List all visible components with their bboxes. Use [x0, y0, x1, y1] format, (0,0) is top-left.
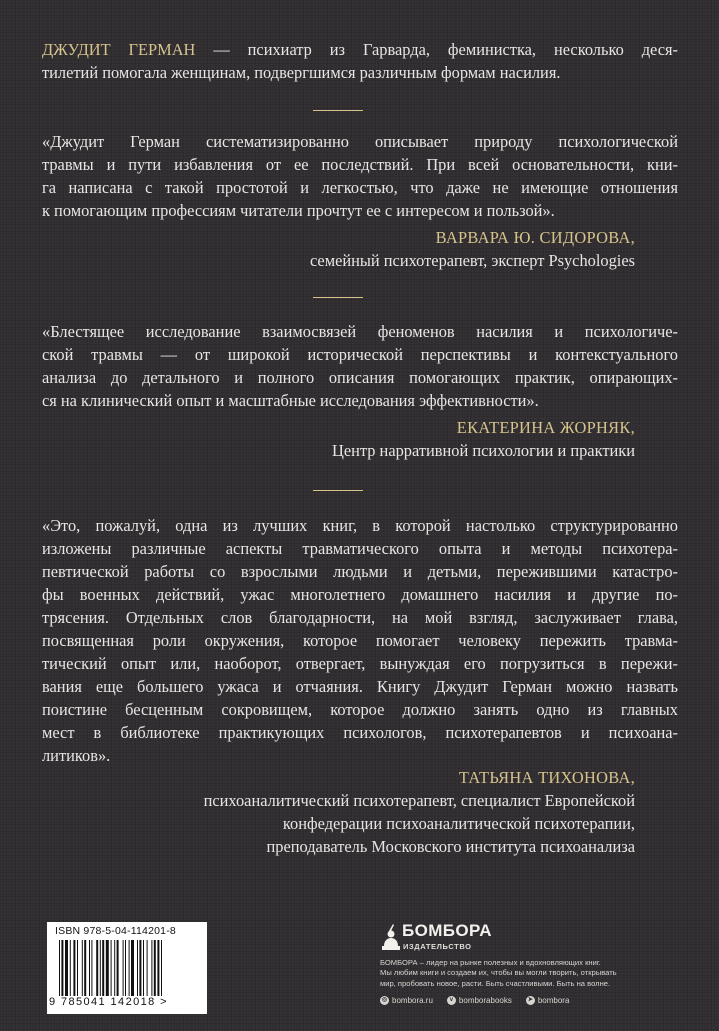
quote-2-author: ЕКАТЕРИНА ЖОРНЯК,: [456, 418, 635, 437]
quote-3-line-2: изложены различные аспекты травматического опыта и методы психотера-: [42, 539, 678, 558]
social-website[interactable]: ◎ bombora.ru: [381, 996, 433, 1005]
quote-3-role-2: конфедерации психоаналитической психотерапии,: [282, 814, 635, 833]
quote-3-line-3: певтической работы со взрослыми людьми и детьми, пережившими катастро-: [42, 562, 678, 581]
quote-1: [42, 130, 678, 222]
isbn-barcode: [47, 922, 207, 1014]
divider-1: [313, 110, 363, 111]
barcode-bars: [59, 940, 199, 1000]
intro-paragraph: [42, 38, 678, 84]
quote-1-line-2: травмы и пути избавления от ее последствий. При всей основательности, кни-: [42, 155, 678, 174]
quote-2-role: Центр нарративной психологии и практики: [332, 441, 635, 460]
quote-3: [42, 514, 678, 767]
intro-line-1: ДЖУДИТ ГЕРМАН — психиатр из Гарварда, феминистка, несколько деся-: [42, 40, 679, 59]
quote-2-signature: [332, 416, 635, 462]
quote-1-line-3: га написана с такой простотой и легкостью, что даже не имеющие отношения: [42, 178, 678, 197]
quote-3-line-9: поистине бесценным сокровищем, которое должно занять одно из главных: [42, 700, 678, 719]
quote-3-role-3: преподаватель Московского института психоанализа: [266, 837, 635, 856]
quote-3-line-7: тический опыт или, наоборот, отвергает, вынуждая его погрузиться в пережи-: [42, 654, 678, 673]
quote-2-line-1: «Блестящее исследование взаимосвязей феноменов насилия и психологиче-: [42, 322, 678, 341]
quote-3-line-6: посвященная роли окружения, которое помогает человеку пережить травма-: [42, 631, 678, 650]
quote-2: [42, 320, 678, 412]
quote-2-line-4: ся на клинический опыт и масштабные исследования эффективности».: [42, 391, 539, 410]
quote-3-line-5: трясения. Отдельных слов благодарности, на мой взгляд, заслуживает глава,: [42, 608, 678, 627]
quote-3-role-1: психоаналитический психотерапевт, специалист Европейской: [203, 791, 635, 810]
quote-3-line-1: «Это, пожалуй, одна из лучших книг, в которой настолько структурированно: [42, 516, 678, 535]
telegram-icon: ➤: [527, 997, 533, 1003]
publisher-socials: [380, 996, 569, 1005]
quote-2-line-3: анализа до детального и полного описания помогающих практик, опирающих-: [42, 368, 678, 387]
quote-1-line-4: к помогающим профессиям читатели прочтут ее с интересом и пользой».: [42, 201, 555, 220]
quote-3-signature: [204, 766, 635, 858]
publisher-desc-line-3: мир, пробовать новое, расти. Быть счастливыми. Быть на волне.: [380, 978, 611, 988]
publisher-desc-line-1: БОМБОРА – лидер на рынке полезных и вдохновляющих книг.: [380, 958, 601, 967]
social-vk[interactable]: v bomborabooks: [447, 996, 512, 1005]
quote-1-role: семейный психотерапевт, эксперт Psychologies: [309, 251, 635, 270]
divider-3: [313, 490, 363, 491]
publisher-description: [380, 958, 680, 989]
publisher-name: БОМБОРА: [402, 921, 492, 940]
quote-1-signature: [310, 226, 635, 272]
divider-2: [313, 297, 363, 298]
intro-author-name: ДЖУДИТ ГЕРМАН: [42, 40, 196, 59]
quote-3-author: ТАТЬЯНА ТИХОНОВА,: [458, 768, 635, 787]
quote-1-line-1: «Джудит Герман систематизированно описывает природу психологической: [42, 132, 678, 151]
vk-icon: v: [447, 996, 456, 1005]
globe-icon: ◎: [381, 997, 388, 1003]
intro-line-2: тилетий помогала женщинам, подвергшимся различным формам насилия.: [42, 63, 561, 82]
publisher-subtitle: ИЗДАТЕЛЬСТВО: [403, 942, 472, 951]
quote-2-line-2: ской травмы — от широкой исторической перспективы и контекстуального: [42, 345, 678, 364]
barcode-digits: 9 785041 142018 >: [49, 996, 168, 1008]
social-telegram[interactable]: ➤ bombora: [527, 996, 570, 1005]
quote-3-line-8: вания еще большего ужаса и отчаяния. Книгу Джудит Герман можно назвать: [42, 677, 678, 696]
publisher-desc-line-2: Мы любим книги и создаем их, чтобы вы могли творить, открывать: [380, 968, 617, 978]
quote-3-line-11: литиков».: [42, 746, 111, 765]
quote-3-line-4: фы военных действий, ужас многолетнего домашнего насилия и другие по-: [42, 585, 678, 604]
isbn-number: ISBN 978-5-04-114201-8: [55, 925, 176, 937]
quote-1-author: ВАРВАРА Ю. СИДОРОВА,: [435, 228, 635, 247]
quote-3-line-10: мест в библиотеке практикующих психологов, психотерапевтов и психоана-: [42, 723, 678, 742]
